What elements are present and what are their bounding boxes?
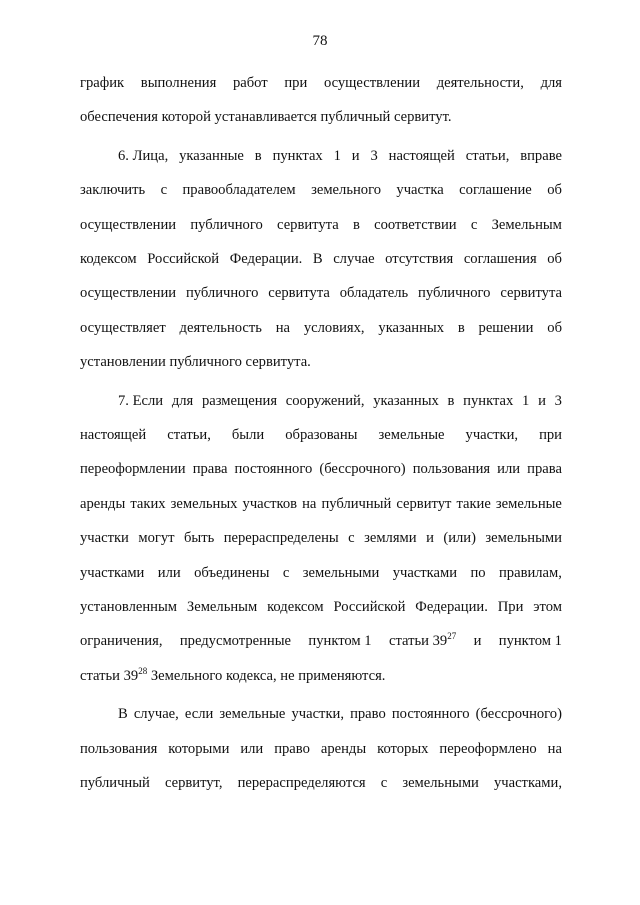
word: вправе	[520, 147, 562, 164]
word: постоянного	[234, 461, 313, 478]
word: для	[540, 75, 562, 91]
word: Российской	[147, 251, 220, 267]
word: публичный	[80, 775, 150, 791]
text-line: установлении публичного сервитута.	[80, 354, 311, 371]
word: по	[470, 564, 486, 581]
word: сервитута	[268, 285, 330, 302]
word: (бессрочного)	[319, 461, 406, 478]
word: переоформлено	[439, 740, 537, 757]
word: или	[157, 564, 181, 581]
word: В	[312, 251, 323, 267]
word: 7. Если	[118, 392, 164, 409]
word: указанные	[179, 147, 244, 164]
word: права	[527, 461, 562, 478]
word: размещения	[201, 392, 278, 409]
word: об	[547, 251, 562, 267]
word: пунктом 1	[308, 633, 372, 650]
word: земельных	[170, 495, 238, 512]
text-line	[80, 597, 562, 617]
word: правилам,	[498, 564, 562, 581]
word: выполнения	[140, 75, 217, 91]
text-line	[118, 391, 562, 411]
word: обладатель	[339, 285, 409, 302]
word: публичного	[185, 285, 259, 302]
word: 6. Лица,	[118, 147, 169, 164]
word: установленным	[80, 599, 178, 615]
word: осуществлении	[323, 75, 421, 91]
word: пунктом 1	[498, 633, 562, 650]
word: пунктах	[272, 147, 323, 164]
word: право	[350, 706, 386, 723]
word: случае,	[133, 706, 179, 723]
word: переоформлении	[80, 461, 186, 478]
word: осуществляет	[80, 319, 166, 336]
text-line	[118, 146, 562, 166]
word: осуществлении	[80, 285, 177, 302]
word: настоящей	[388, 147, 455, 164]
text-line	[80, 318, 562, 338]
word: объединены	[194, 564, 270, 581]
word: земельные	[378, 427, 445, 443]
word: и	[538, 392, 546, 409]
word: с	[380, 775, 388, 791]
word: постоянного	[391, 706, 470, 723]
word: публичного	[190, 216, 263, 233]
word: такие	[456, 495, 491, 512]
text-line	[80, 631, 562, 651]
word: пользования	[412, 461, 491, 478]
word: перераспределены	[223, 530, 339, 547]
word: осуществлении	[80, 216, 177, 233]
word: 1	[333, 147, 341, 164]
text-line	[80, 425, 562, 445]
word: которыми	[168, 740, 230, 757]
word: Федерации.	[229, 251, 303, 267]
word: с	[470, 216, 478, 233]
word: статьи,	[465, 147, 510, 164]
word: статьи $39^{27}$	[388, 631, 457, 650]
word: публичный	[321, 495, 392, 512]
word: землями	[364, 530, 417, 547]
word: работ	[232, 75, 268, 91]
word: образованы	[285, 427, 358, 443]
word: настоящей	[80, 427, 147, 443]
word: отсутствия	[385, 251, 454, 267]
word: этом	[533, 599, 562, 615]
word: и	[473, 633, 482, 650]
text-line	[80, 773, 562, 793]
word: Земельным	[491, 216, 562, 233]
text-line	[80, 739, 562, 759]
word: земельными	[402, 775, 479, 791]
word: сооружений,	[285, 392, 365, 409]
text-line	[80, 73, 562, 93]
word: об	[547, 182, 562, 199]
text-line	[118, 704, 562, 724]
word: участков	[242, 495, 298, 512]
word: При	[497, 599, 524, 615]
text-line	[80, 563, 562, 583]
word: при	[284, 75, 308, 91]
word: участки,	[291, 706, 344, 723]
word: или	[240, 740, 264, 757]
word: земельные	[219, 706, 286, 723]
page-number: 78	[312, 33, 328, 49]
text-line	[80, 528, 562, 548]
word: и	[426, 530, 434, 547]
word: были	[231, 427, 265, 443]
word: с	[282, 564, 290, 581]
word: и	[351, 147, 360, 164]
word: сервитут	[396, 495, 452, 512]
word: если	[184, 706, 214, 723]
text-line	[80, 283, 562, 303]
text-line	[80, 215, 562, 235]
word: соглашение	[459, 182, 532, 199]
word: могут	[138, 530, 175, 547]
word: земельные	[495, 495, 562, 512]
word: 3	[370, 147, 378, 164]
word: публичного	[418, 285, 491, 302]
word: пунктах	[463, 392, 514, 409]
word: земельного	[311, 182, 381, 199]
word: об	[547, 319, 562, 336]
word: деятельность	[179, 319, 262, 336]
text-line: обеспечения которой устанавливается публичный сервитут.	[80, 109, 452, 126]
word: кодексом	[80, 251, 137, 267]
word: с	[348, 530, 355, 547]
word: Российской	[333, 599, 406, 615]
word: на	[275, 319, 291, 336]
word: для	[171, 392, 194, 409]
word: с	[160, 182, 168, 199]
word: В	[118, 706, 128, 723]
word: ограничения,	[80, 633, 163, 650]
word: в	[254, 147, 262, 164]
word: Земельным	[186, 599, 258, 615]
word: таких	[130, 495, 166, 512]
word: пользования	[80, 740, 158, 757]
text-line	[80, 494, 562, 514]
text-line: статьи $39^{28}$ Земельного кодекса, не применяются.	[80, 665, 386, 684]
word: права	[192, 461, 228, 478]
word: соответствии	[374, 216, 457, 233]
word: условиях,	[303, 319, 365, 336]
word: земельными	[485, 530, 562, 547]
text-line	[80, 249, 562, 269]
word: которых	[377, 740, 429, 757]
word: участками	[392, 564, 458, 581]
word: право	[274, 740, 310, 757]
word: в	[447, 392, 455, 409]
word: участка	[396, 182, 444, 199]
word: статьи,	[167, 427, 211, 443]
word: участками,	[493, 775, 562, 791]
word: заключить	[80, 182, 146, 199]
word: на	[302, 495, 317, 512]
word: (бессрочного)	[475, 706, 562, 723]
word: аренды	[320, 740, 367, 757]
word: участки	[80, 530, 129, 547]
word: указанных	[373, 392, 439, 409]
word: при	[539, 427, 562, 443]
word: решении	[478, 319, 534, 336]
word: деятельности,	[436, 75, 524, 91]
word: участками	[80, 564, 145, 581]
word: земельными	[302, 564, 380, 581]
word: соглашения	[463, 251, 537, 267]
text-line	[80, 459, 562, 479]
word: в	[457, 319, 465, 336]
word: участки,	[465, 427, 519, 443]
word: 3	[554, 392, 562, 409]
word: 1	[522, 392, 530, 409]
word: перераспределяются	[237, 775, 366, 791]
word: сервитута	[500, 285, 562, 302]
word: (или)	[443, 530, 476, 547]
word: сервитута	[277, 216, 339, 233]
word: правообладателем	[182, 182, 296, 199]
word: предусмотренные	[179, 633, 292, 650]
word: кодексом	[267, 599, 324, 615]
word: или	[497, 461, 521, 478]
word: быть	[183, 530, 215, 547]
text-line	[80, 180, 562, 200]
word: Федерации.	[415, 599, 488, 615]
word: график	[80, 75, 125, 91]
word: сервитут,	[164, 775, 223, 791]
word: на	[547, 740, 562, 757]
word: случае	[333, 251, 375, 267]
word: аренды	[80, 495, 126, 512]
word: указанных	[378, 319, 444, 336]
word: в	[352, 216, 360, 233]
